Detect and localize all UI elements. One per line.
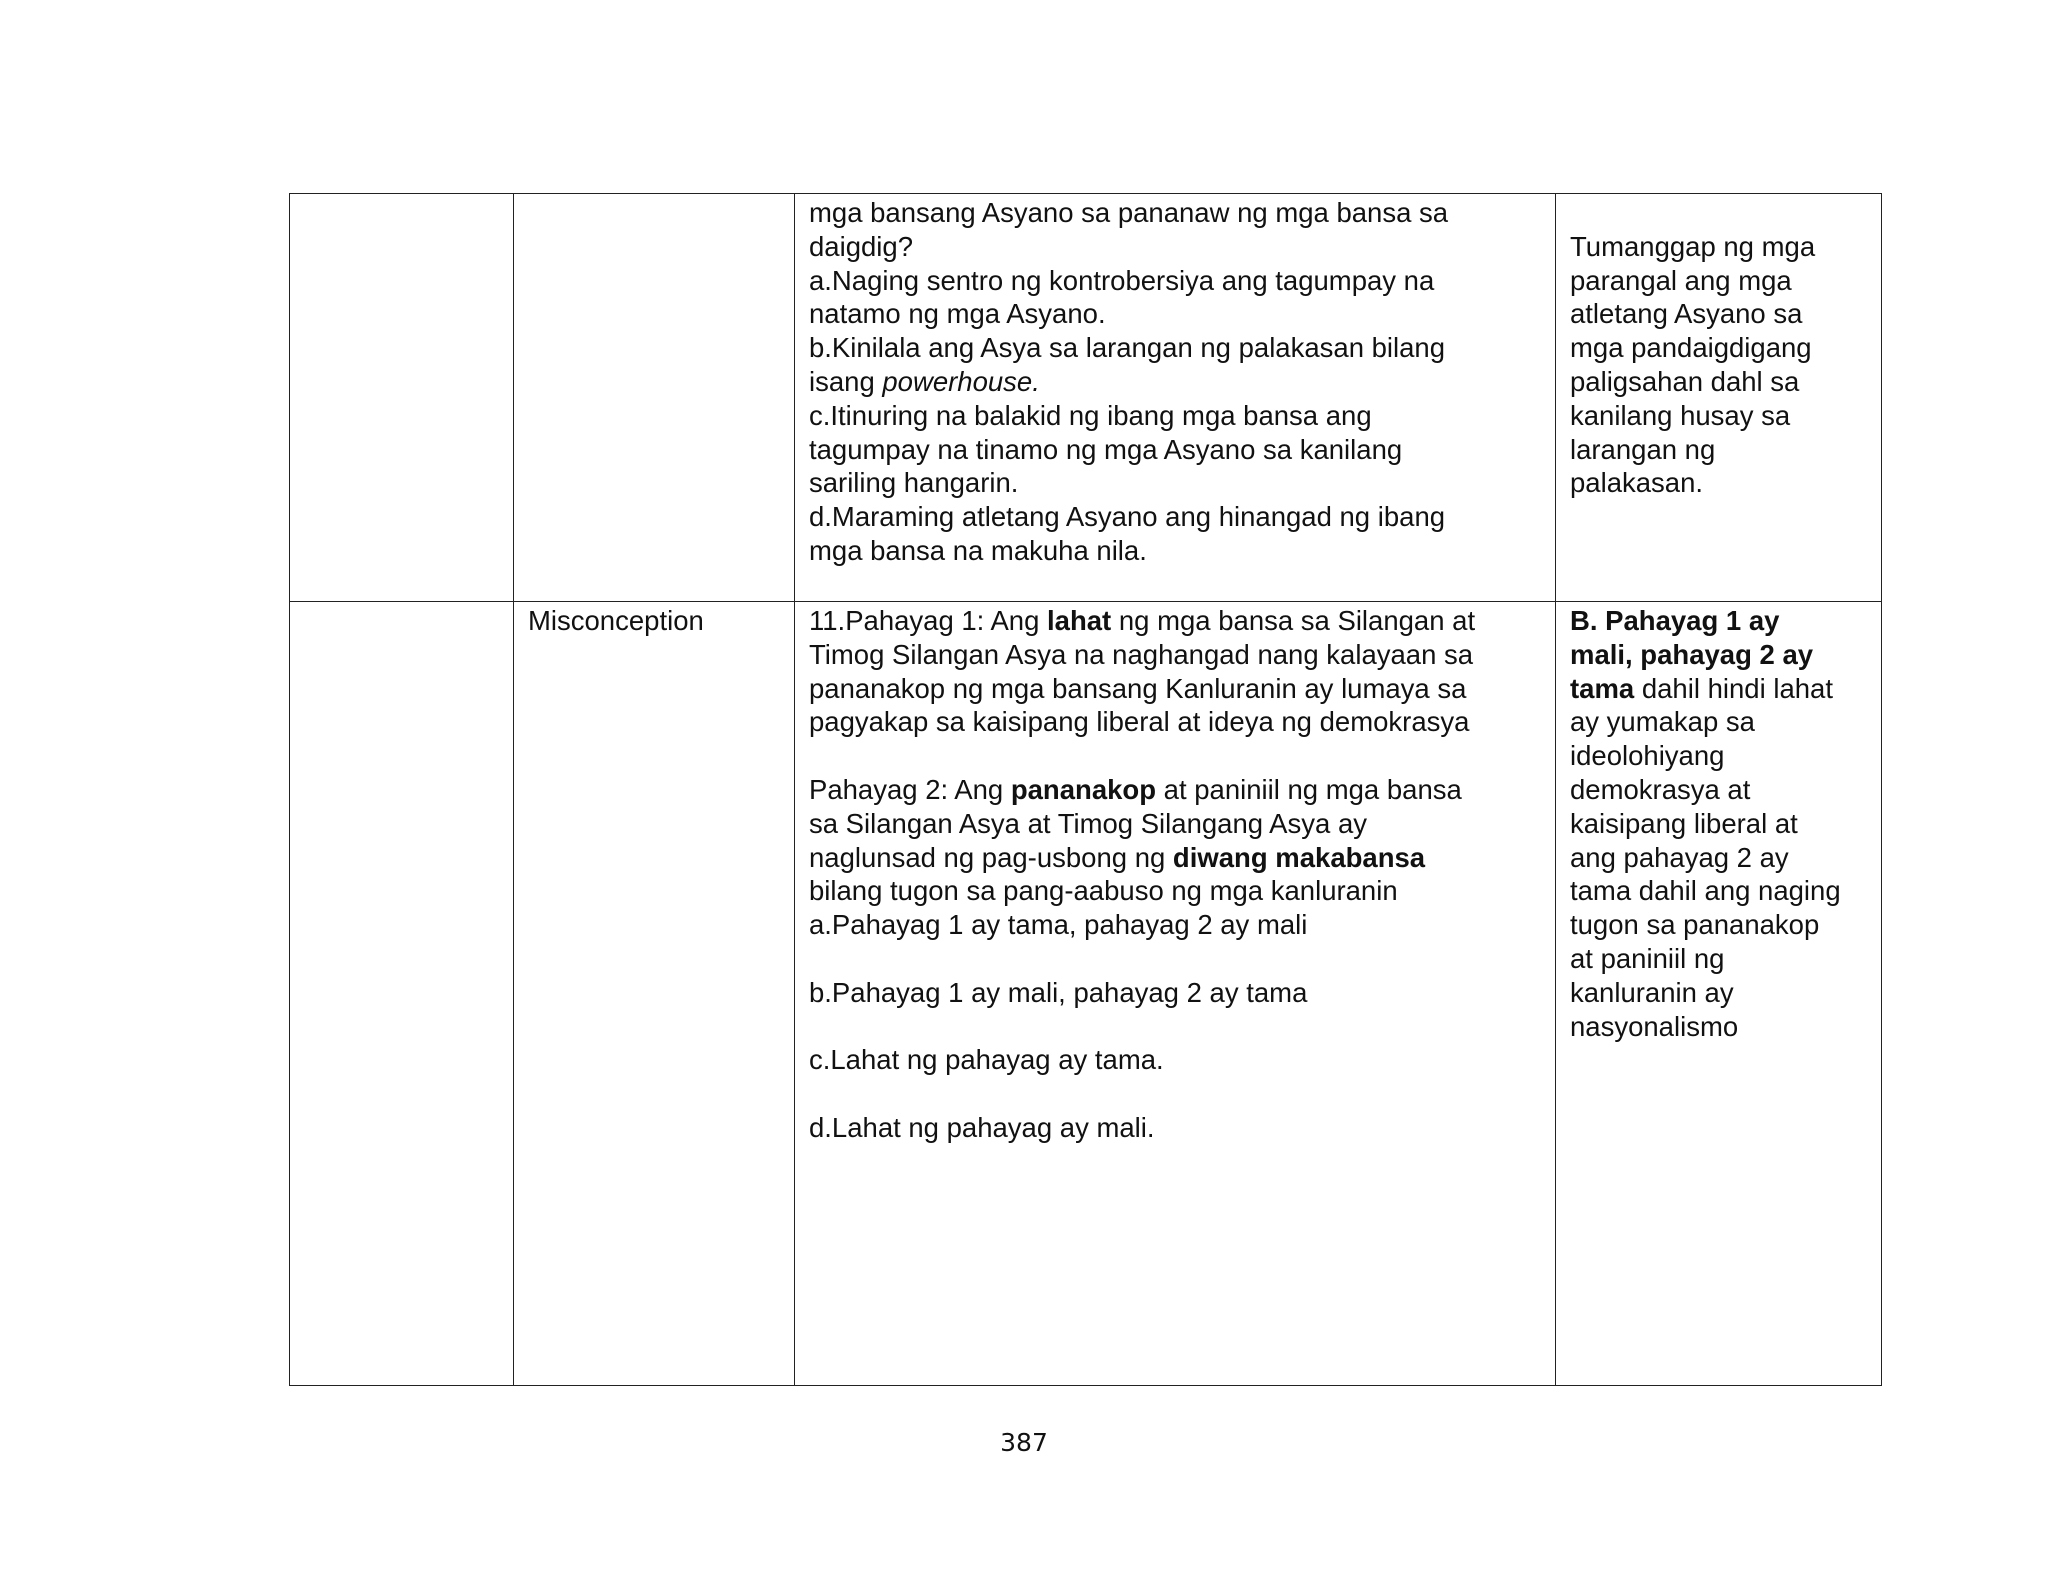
question-bold-term: pananakop xyxy=(1010,773,1157,805)
answer-line: ideolohiyang xyxy=(1570,740,1725,772)
question-bold-term: diwang makabansa xyxy=(1172,841,1426,873)
question-line: pananakop ng mga bansang Kanluranin ay lumaya sa xyxy=(809,672,1467,704)
option-a: a.Pahayag 1 ay tama, pahayag 2 ay mali xyxy=(809,909,1308,941)
question-text: naglunsad ng pag-usbong ng xyxy=(809,841,1173,873)
answer-line: palakasan. xyxy=(1570,467,1704,499)
question-line: sariling hangarin. xyxy=(809,467,1019,499)
answer-line: tama dahil ang naging xyxy=(1570,875,1841,907)
answer-line xyxy=(1570,672,1867,706)
answer-line: parangal ang mga xyxy=(1570,264,1792,296)
question-line: bilang tugon sa pang-aabuso ng mga kanluranin xyxy=(809,875,1398,907)
answer-line: B. Pahayag 1 ay xyxy=(1570,605,1780,636)
question-line: pagyakap sa kaisipang liberal at ideya ng demokrasya xyxy=(809,706,1470,738)
answer-line: demokrasya at xyxy=(1570,773,1751,805)
question-cell xyxy=(795,194,1556,602)
answer-text: dahil hindi lahat xyxy=(1634,672,1833,704)
answer-line: at paniniil ng xyxy=(1570,942,1725,974)
answer-cell xyxy=(1556,602,1882,1386)
question-text: at paniniil ng mga bansa xyxy=(1156,773,1462,805)
answer-cell xyxy=(1556,194,1882,602)
question-line: mga bansa na makuha nila. xyxy=(809,534,1147,566)
empty-cell xyxy=(514,194,795,602)
type-label: Misconception xyxy=(528,605,704,636)
answer-line: mga pandaigdigang xyxy=(1570,332,1812,364)
question-line: a.Naging sentro ng kontrobersiya ang tagumpay na xyxy=(809,264,1435,296)
question-line: d.Maraming atletang Asyano ang hinangad ng ibang xyxy=(809,501,1446,533)
question-line: daigdig? xyxy=(809,230,913,262)
question-line xyxy=(809,773,1541,807)
empty-cell xyxy=(290,194,514,602)
answer-line: kanilang husay sa xyxy=(1570,399,1791,431)
answer-bold-term: tama xyxy=(1570,672,1635,704)
question-line: sa Silangan Asya at Timog Silangang Asya ay xyxy=(809,807,1367,839)
answer-line: nasyonalismo xyxy=(1570,1010,1739,1042)
answer-line: ay yumakap sa xyxy=(1570,706,1755,738)
option-d: d.Lahat ng pahayag ay mali. xyxy=(809,1111,1155,1143)
question-line: b.Kinilala ang Asya sa larangan ng palakasan bilang xyxy=(809,332,1446,364)
option-c: c.Lahat ng pahayag ay tama. xyxy=(809,1044,1164,1076)
question-bold-term: lahat xyxy=(1047,605,1112,636)
question-line xyxy=(809,604,1541,638)
answer-line: Tumanggap ng mga xyxy=(1570,230,1816,262)
answer-line: kanluranin ay xyxy=(1570,976,1734,1008)
question-line: c.Itinuring na balakid ng ibang mga bansa ang xyxy=(809,399,1372,431)
page-number: 387 xyxy=(1000,1428,1048,1457)
answer-line: kaisipang liberal at xyxy=(1570,807,1798,839)
answer-line: tugon sa pananakop xyxy=(1570,909,1820,941)
question-text: Pahayag 2: Ang xyxy=(809,773,1011,805)
answer-line: paligsahan dahl sa xyxy=(1570,365,1800,397)
question-text: ng mga bansa sa Silangan at xyxy=(1111,605,1476,636)
answer-line: larangan ng xyxy=(1570,433,1716,465)
answer-line: mali, pahayag 2 ay xyxy=(1570,638,1814,670)
question-line: tagumpay na tinamo ng mga Asyano sa kanilang xyxy=(809,433,1403,465)
question-italic-term: powerhouse. xyxy=(882,365,1040,397)
question-line: natamo ng mga Asyano. xyxy=(809,298,1106,330)
type-cell xyxy=(514,602,795,1386)
question-cell xyxy=(795,602,1556,1386)
answer-line: ang pahayag 2 ay xyxy=(1570,841,1789,873)
question-text: 11.Pahayag 1: Ang xyxy=(809,605,1048,636)
table-row xyxy=(290,194,1882,602)
table-row xyxy=(290,602,1882,1386)
content-table xyxy=(289,193,1882,1386)
empty-cell xyxy=(290,602,514,1386)
question-line: mga bansang Asyano sa pananaw ng mga bansa sa xyxy=(809,197,1449,228)
question-line xyxy=(809,841,1541,875)
option-b: b.Pahayag 1 ay mali, pahayag 2 ay tama xyxy=(809,976,1308,1008)
question-text: isang xyxy=(809,365,883,397)
question-line xyxy=(809,365,1541,399)
question-line: Timog Silangan Asya na naghangad nang kalayaan sa xyxy=(809,638,1474,670)
answer-line: atletang Asyano sa xyxy=(1570,298,1803,330)
